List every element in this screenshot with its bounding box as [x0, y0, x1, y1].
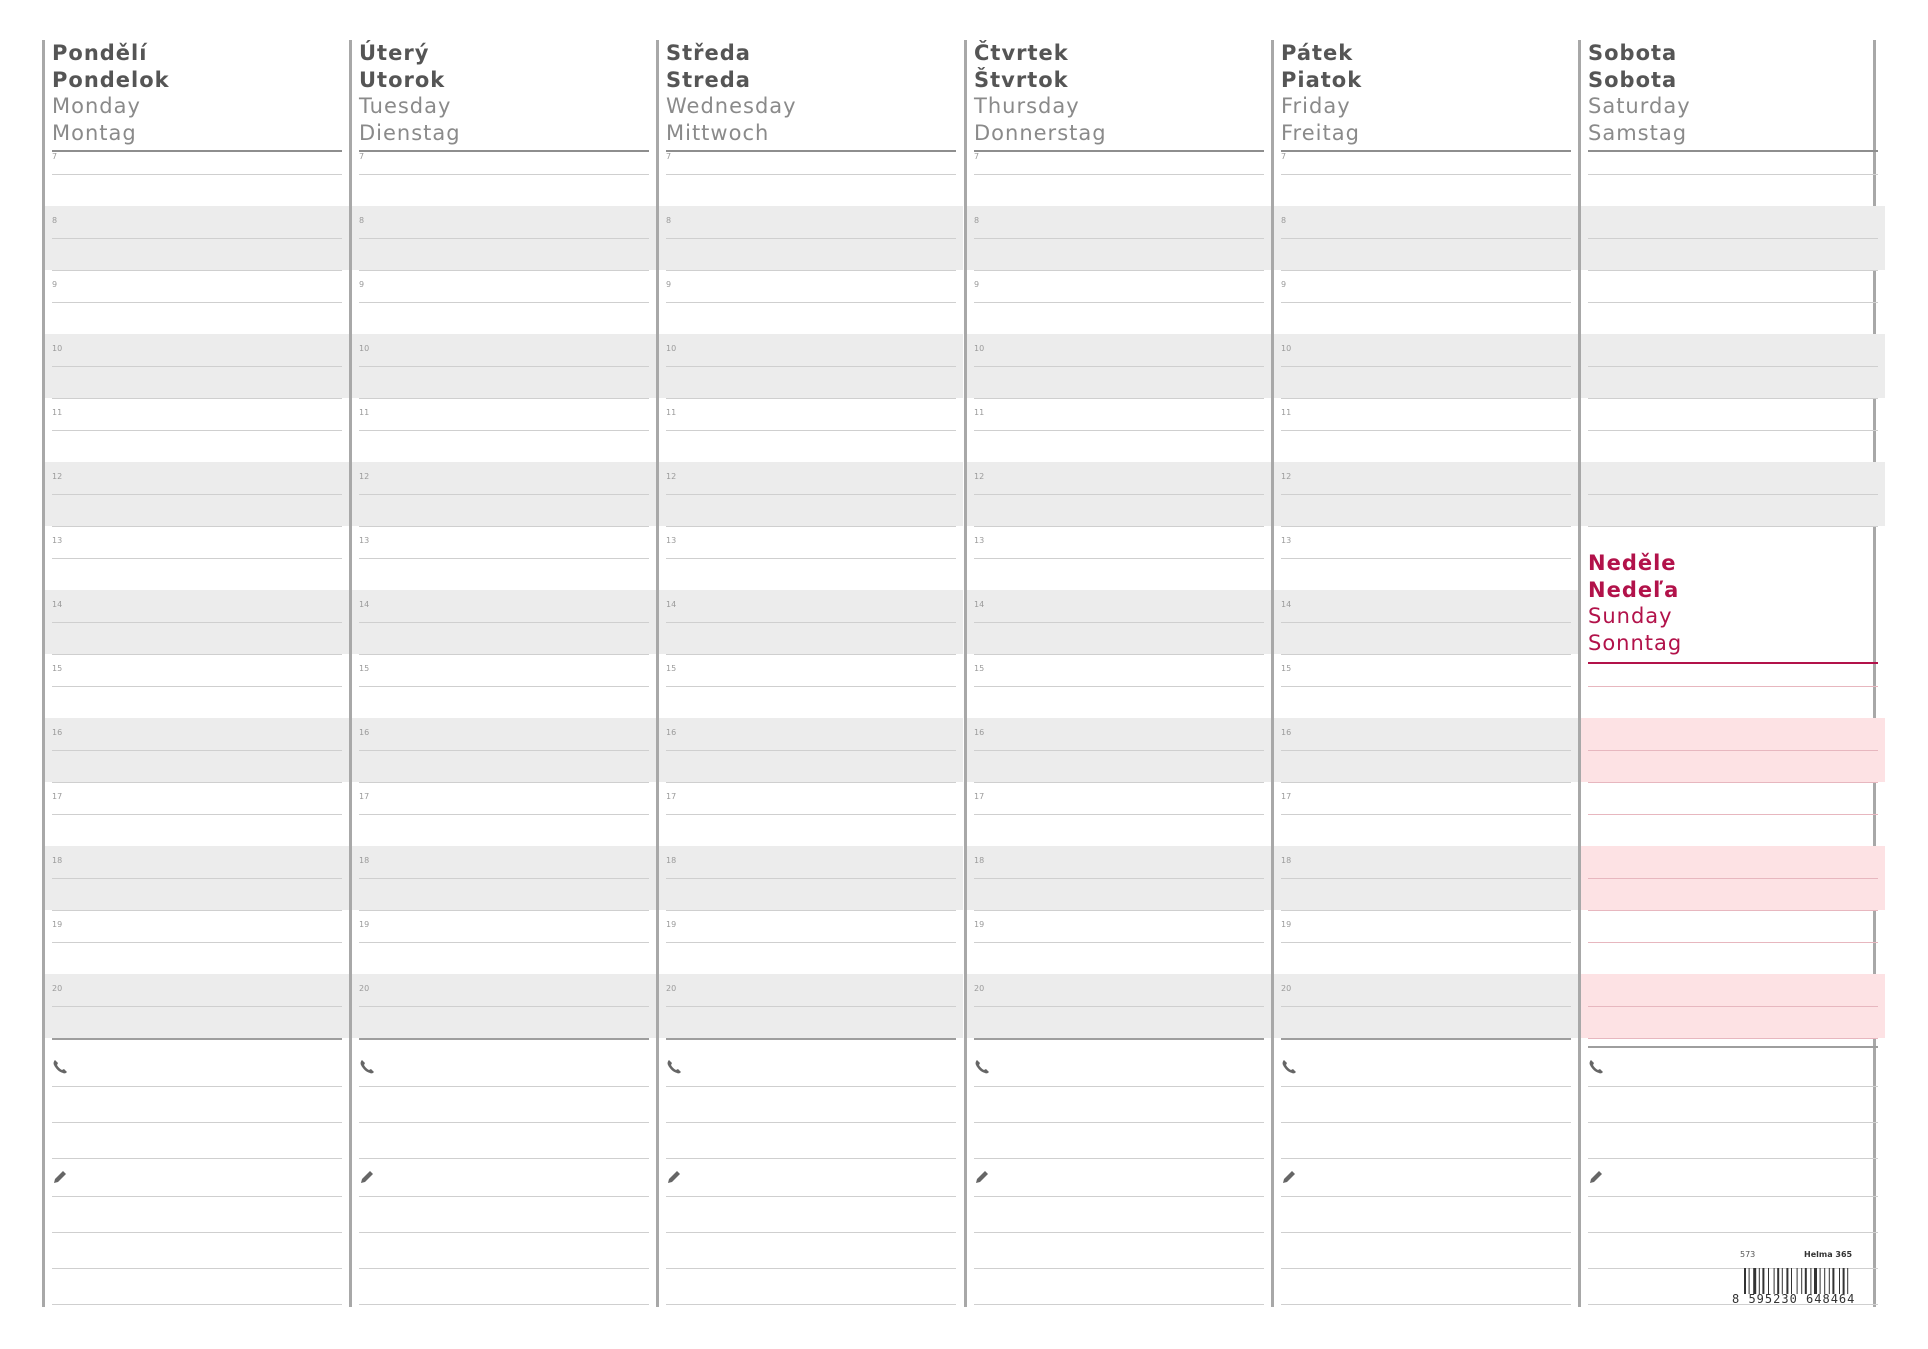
slot-line: [1281, 270, 1571, 271]
hour-label: 7: [974, 152, 980, 161]
hour-label: 15: [666, 664, 677, 673]
slot-line: [1281, 654, 1571, 655]
slot-line: [1281, 398, 1571, 399]
day-name-sk: Pondelok: [52, 67, 170, 92]
pencil-icon: [973, 1168, 991, 1186]
slot-line: [1588, 238, 1878, 239]
sunday-slot-line: [1588, 910, 1878, 911]
hour-label: 20: [359, 984, 370, 993]
day-name-cs: Čtvrtek: [974, 41, 1069, 65]
slot-line: [974, 1038, 1264, 1040]
hour-label: 18: [52, 856, 63, 865]
hour-label: 16: [52, 728, 63, 737]
hour-label: 18: [1281, 856, 1292, 865]
hour-label: 19: [359, 920, 370, 929]
hour-label: 14: [666, 600, 677, 609]
slot-line: [1281, 686, 1571, 687]
notes-line: [1588, 1196, 1878, 1197]
slot-line: [1281, 526, 1571, 527]
slot-line: [666, 686, 956, 687]
hour-label: 7: [666, 152, 672, 161]
slot-line: [666, 174, 956, 175]
slot-line: [359, 398, 649, 399]
slot-line: [52, 494, 342, 495]
phone-line: [52, 1122, 342, 1123]
header-rule: [974, 150, 1264, 152]
sunday-header-rule: [1588, 662, 1878, 664]
notes-line: [1588, 1232, 1878, 1233]
day-name-de: Samstag: [1588, 120, 1688, 145]
slot-line: [974, 814, 1264, 815]
hour-label: 8: [974, 216, 980, 225]
hour-label: 8: [52, 216, 58, 225]
slot-line: [52, 1038, 342, 1040]
slot-line: [666, 910, 956, 911]
sunday-slot-line: [1588, 1006, 1878, 1007]
slot-line: [666, 654, 956, 655]
day-name-en: Thursday: [974, 94, 1080, 118]
slot-line: [666, 302, 956, 303]
phone-line: [52, 1158, 342, 1159]
slot-line: [52, 942, 342, 943]
pencil-icon: [358, 1168, 376, 1186]
hour-label: 13: [1281, 536, 1292, 545]
sunday-slot-line: [1588, 782, 1878, 783]
phone-line: [974, 1122, 1264, 1123]
slot-line: [1281, 174, 1571, 175]
slot-line: [666, 750, 956, 751]
hour-label: 8: [359, 216, 365, 225]
sunday-slot-line: [1588, 814, 1878, 815]
day-name-sk: Piatok: [1281, 67, 1363, 92]
hour-label: 17: [974, 792, 985, 801]
slot-line: [52, 1006, 342, 1007]
slot-line: [359, 814, 649, 815]
day-name-cs: Sobota: [1588, 41, 1678, 65]
slot-line: [974, 430, 1264, 431]
hour-label: 10: [359, 344, 370, 353]
slot-line: [359, 526, 649, 527]
hour-label: 13: [974, 536, 985, 545]
header-rule: [1281, 150, 1571, 152]
day-column-wednesday: [656, 40, 951, 1307]
day-name-en: Saturday: [1588, 94, 1691, 118]
hour-label: 16: [359, 728, 370, 737]
slot-line: [1281, 910, 1571, 911]
slot-line: [974, 526, 1264, 527]
slot-line: [974, 398, 1264, 399]
pencil-icon: [665, 1168, 683, 1186]
notes-line: [1281, 1268, 1571, 1269]
day-header: [1588, 40, 1878, 146]
phone-line: [359, 1158, 649, 1159]
hour-label: 13: [666, 536, 677, 545]
slot-line: [52, 686, 342, 687]
slot-line: [52, 878, 342, 879]
phone-line: [666, 1086, 956, 1087]
slot-line: [1281, 1006, 1571, 1007]
day-name-cs: Středa: [666, 41, 751, 65]
slot-line: [359, 782, 649, 783]
sunday-name-sk: Nedeľa: [1588, 577, 1680, 602]
hour-label: 16: [666, 728, 677, 737]
slot-line: [666, 270, 956, 271]
slot-line: [974, 622, 1264, 623]
slot-line: [666, 782, 956, 783]
hour-label: 9: [666, 280, 672, 289]
product-code: 573: [1740, 1250, 1756, 1259]
hour-label: 12: [974, 472, 985, 481]
phone-line: [1588, 1122, 1878, 1123]
hour-label: 14: [1281, 600, 1292, 609]
slot-line: [359, 430, 649, 431]
day-name-sk: Štvrtok: [974, 67, 1069, 92]
day-name-en: Friday: [1281, 94, 1351, 118]
header-rule: [52, 150, 342, 152]
day-name-de: Montag: [52, 120, 137, 145]
slot-line: [359, 686, 649, 687]
hour-label: 20: [1281, 984, 1292, 993]
phone-line: [1588, 1086, 1878, 1087]
slot-line: [52, 366, 342, 367]
pencil-icon: [1280, 1168, 1298, 1186]
hour-label: 11: [359, 408, 370, 417]
hour-label: 9: [974, 280, 980, 289]
slot-line: [52, 558, 342, 559]
slot-line: [52, 910, 342, 911]
hour-label: 15: [52, 664, 63, 673]
hour-label: 11: [666, 408, 677, 417]
slot-line: [1281, 622, 1571, 623]
hour-label: 20: [52, 984, 63, 993]
slot-line: [1281, 750, 1571, 751]
slot-line: [974, 1006, 1264, 1007]
slot-line: [974, 782, 1264, 783]
hour-label: 14: [359, 600, 370, 609]
slot-line: [1281, 366, 1571, 367]
notes-line: [359, 1196, 649, 1197]
slot-line: [359, 494, 649, 495]
phone-line: [1588, 1158, 1878, 1159]
notes-line: [1281, 1232, 1571, 1233]
slot-line: [52, 302, 342, 303]
sunday-slot-line: [1588, 686, 1878, 687]
slot-line: [974, 942, 1264, 943]
slot-line: [974, 654, 1264, 655]
slot-line: [974, 302, 1264, 303]
slot-line: [666, 398, 956, 399]
day-header: [666, 40, 956, 146]
slot-line: [359, 910, 649, 911]
phone-line: [52, 1086, 342, 1087]
hour-label: 19: [666, 920, 677, 929]
hour-label: 12: [52, 472, 63, 481]
slot-line: [52, 814, 342, 815]
barcode-number: 8 595230 648464: [1732, 1292, 1856, 1306]
day-name-de: Donnerstag: [974, 120, 1107, 145]
slot-line: [1588, 270, 1878, 271]
slot-line: [1281, 942, 1571, 943]
hour-label: 13: [359, 536, 370, 545]
hour-label: 16: [1281, 728, 1292, 737]
hour-label: 19: [974, 920, 985, 929]
slot-line: [1588, 398, 1878, 399]
header-rule: [1588, 150, 1878, 152]
day-header: [359, 40, 649, 146]
slot-line: [1588, 526, 1878, 527]
notes-line: [974, 1196, 1264, 1197]
phone-icon: [665, 1058, 683, 1076]
slot-line: [359, 558, 649, 559]
phone-line: [359, 1086, 649, 1087]
notes-line: [52, 1304, 342, 1305]
hour-label: 20: [974, 984, 985, 993]
notes-line: [359, 1304, 649, 1305]
slot-line: [359, 942, 649, 943]
hour-label: 10: [1281, 344, 1292, 353]
day-name-sk: Sobota: [1588, 67, 1678, 92]
hour-label: 15: [1281, 664, 1292, 673]
notes-line: [974, 1268, 1264, 1269]
slot-line: [974, 366, 1264, 367]
slot-line: [1281, 558, 1571, 559]
phone-line: [666, 1122, 956, 1123]
hour-label: 17: [666, 792, 677, 801]
hour-label: 19: [1281, 920, 1292, 929]
pencil-icon: [51, 1168, 69, 1186]
slot-line: [359, 1038, 649, 1040]
slot-line: [974, 910, 1264, 911]
slot-line: [1281, 878, 1571, 879]
phone-line: [974, 1158, 1264, 1159]
notes-line: [359, 1232, 649, 1233]
notes-line: [1281, 1304, 1571, 1305]
slot-line: [666, 430, 956, 431]
slot-line: [359, 366, 649, 367]
hour-label: 10: [666, 344, 677, 353]
sunday-slot-line: [1588, 878, 1878, 879]
hour-label: 18: [359, 856, 370, 865]
day-column-thursday: [964, 40, 1259, 1307]
hour-label: 12: [666, 472, 677, 481]
hour-label: 9: [52, 280, 58, 289]
hour-label: 8: [1281, 216, 1287, 225]
day-header: [52, 40, 342, 146]
hour-label: 7: [52, 152, 58, 161]
hour-label: 12: [359, 472, 370, 481]
hour-label: 17: [359, 792, 370, 801]
hour-label: 14: [52, 600, 63, 609]
hour-label: 10: [974, 344, 985, 353]
day-name-sk: Utorok: [359, 67, 446, 92]
phone-line: [666, 1158, 956, 1159]
phone-icon: [1587, 1058, 1605, 1076]
slot-line: [52, 238, 342, 239]
hour-label: 18: [666, 856, 677, 865]
slot-line: [1281, 494, 1571, 495]
header-rule: [359, 150, 649, 152]
day-name-de: Dienstag: [359, 120, 461, 145]
day-name-cs: Pátek: [1281, 41, 1354, 65]
slot-line: [974, 558, 1264, 559]
day-name-en: Monday: [52, 94, 141, 118]
slot-line: [359, 654, 649, 655]
hour-label: 11: [52, 408, 63, 417]
slot-line: [1588, 174, 1878, 175]
day-name-en: Tuesday: [359, 94, 452, 118]
slot-line: [52, 430, 342, 431]
slot-line: [974, 174, 1264, 175]
slot-line: [666, 1006, 956, 1007]
header-rule: [666, 150, 956, 152]
slot-line: [52, 526, 342, 527]
notes-line: [666, 1232, 956, 1233]
day-name-de: Freitag: [1281, 120, 1360, 145]
day-column-friday: [1271, 40, 1566, 1307]
slot-line: [52, 782, 342, 783]
slot-line: [666, 494, 956, 495]
slot-line: [52, 622, 342, 623]
section-divider: [1588, 1046, 1878, 1048]
hour-label: 17: [52, 792, 63, 801]
day-column-saturday: [1578, 40, 1876, 1307]
slot-line: [359, 878, 649, 879]
hour-label: 19: [52, 920, 63, 929]
slot-line: [666, 942, 956, 943]
day-header: [974, 40, 1264, 146]
day-column-monday: [42, 40, 337, 1307]
notes-line: [359, 1268, 649, 1269]
day-name-sk: Streda: [666, 67, 751, 92]
slot-line: [52, 398, 342, 399]
hour-label: 17: [1281, 792, 1292, 801]
phone-icon: [973, 1058, 991, 1076]
day-name-cs: Pondělí: [52, 41, 148, 65]
slot-line: [974, 878, 1264, 879]
slot-line: [1281, 782, 1571, 783]
notes-line: [1281, 1196, 1571, 1197]
hour-label: 18: [974, 856, 985, 865]
hour-label: 9: [1281, 280, 1287, 289]
hour-label: 7: [359, 152, 365, 161]
slot-line: [974, 686, 1264, 687]
hour-label: 15: [974, 664, 985, 673]
hour-label: 16: [974, 728, 985, 737]
slot-line: [1588, 366, 1878, 367]
phone-line: [974, 1086, 1264, 1087]
slot-line: [666, 366, 956, 367]
hour-label: 8: [666, 216, 672, 225]
slot-line: [359, 302, 649, 303]
slot-line: [52, 750, 342, 751]
slot-line: [1588, 302, 1878, 303]
slot-line: [974, 750, 1264, 751]
hour-label: 11: [1281, 408, 1292, 417]
brand-logo: Helma 365: [1804, 1250, 1853, 1259]
hour-label: 12: [1281, 472, 1292, 481]
sunday-slot-line: [1588, 1038, 1878, 1039]
hour-label: 15: [359, 664, 370, 673]
slot-line: [1588, 494, 1878, 495]
slot-line: [359, 622, 649, 623]
day-name-cs: Úterý: [359, 41, 430, 65]
hour-label: 20: [666, 984, 677, 993]
phone-icon: [51, 1058, 69, 1076]
sunday-name-en: Sunday: [1588, 604, 1673, 628]
pencil-icon: [1587, 1168, 1605, 1186]
day-header: [1281, 40, 1571, 146]
slot-line: [52, 654, 342, 655]
slot-line: [666, 238, 956, 239]
slot-line: [1281, 1038, 1571, 1040]
phone-icon: [358, 1058, 376, 1076]
slot-line: [666, 558, 956, 559]
slot-line: [1281, 430, 1571, 431]
phone-line: [1281, 1122, 1571, 1123]
hour-label: 11: [974, 408, 985, 417]
slot-line: [1588, 430, 1878, 431]
notes-line: [666, 1268, 956, 1269]
slot-line: [974, 494, 1264, 495]
slot-line: [666, 878, 956, 879]
day-name-en: Wednesday: [666, 94, 797, 118]
day-column-tuesday: [349, 40, 644, 1307]
barcode-icon: [1744, 1268, 1872, 1294]
notes-line: [52, 1196, 342, 1197]
notes-line: [974, 1304, 1264, 1305]
hour-label: 13: [52, 536, 63, 545]
hour-label: 9: [359, 280, 365, 289]
slot-line: [52, 174, 342, 175]
slot-line: [359, 1006, 649, 1007]
hour-label: 7: [1281, 152, 1287, 161]
notes-line: [666, 1196, 956, 1197]
sunday-name-cs: Neděle: [1588, 551, 1677, 575]
slot-line: [666, 622, 956, 623]
sunday-slot-line: [1588, 750, 1878, 751]
notes-line: [52, 1268, 342, 1269]
phone-line: [1281, 1158, 1571, 1159]
slot-line: [974, 270, 1264, 271]
sunday-header: [1588, 550, 1878, 656]
slot-line: [1281, 814, 1571, 815]
phone-line: [1281, 1086, 1571, 1087]
slot-line: [359, 238, 649, 239]
day-name-de: Mittwoch: [666, 120, 770, 145]
slot-line: [52, 270, 342, 271]
slot-line: [1281, 238, 1571, 239]
sunday-slot-line: [1588, 942, 1878, 943]
hour-label: 10: [52, 344, 63, 353]
slot-line: [1281, 302, 1571, 303]
slot-line: [359, 750, 649, 751]
slot-line: [359, 174, 649, 175]
slot-line: [666, 1038, 956, 1040]
slot-line: [359, 270, 649, 271]
slot-line: [666, 526, 956, 527]
notes-line: [666, 1304, 956, 1305]
notes-line: [974, 1232, 1264, 1233]
slot-line: [974, 238, 1264, 239]
phone-icon: [1280, 1058, 1298, 1076]
notes-line: [52, 1232, 342, 1233]
sunday-name-de: Sonntag: [1588, 630, 1683, 655]
phone-line: [359, 1122, 649, 1123]
slot-line: [666, 814, 956, 815]
hour-label: 14: [974, 600, 985, 609]
